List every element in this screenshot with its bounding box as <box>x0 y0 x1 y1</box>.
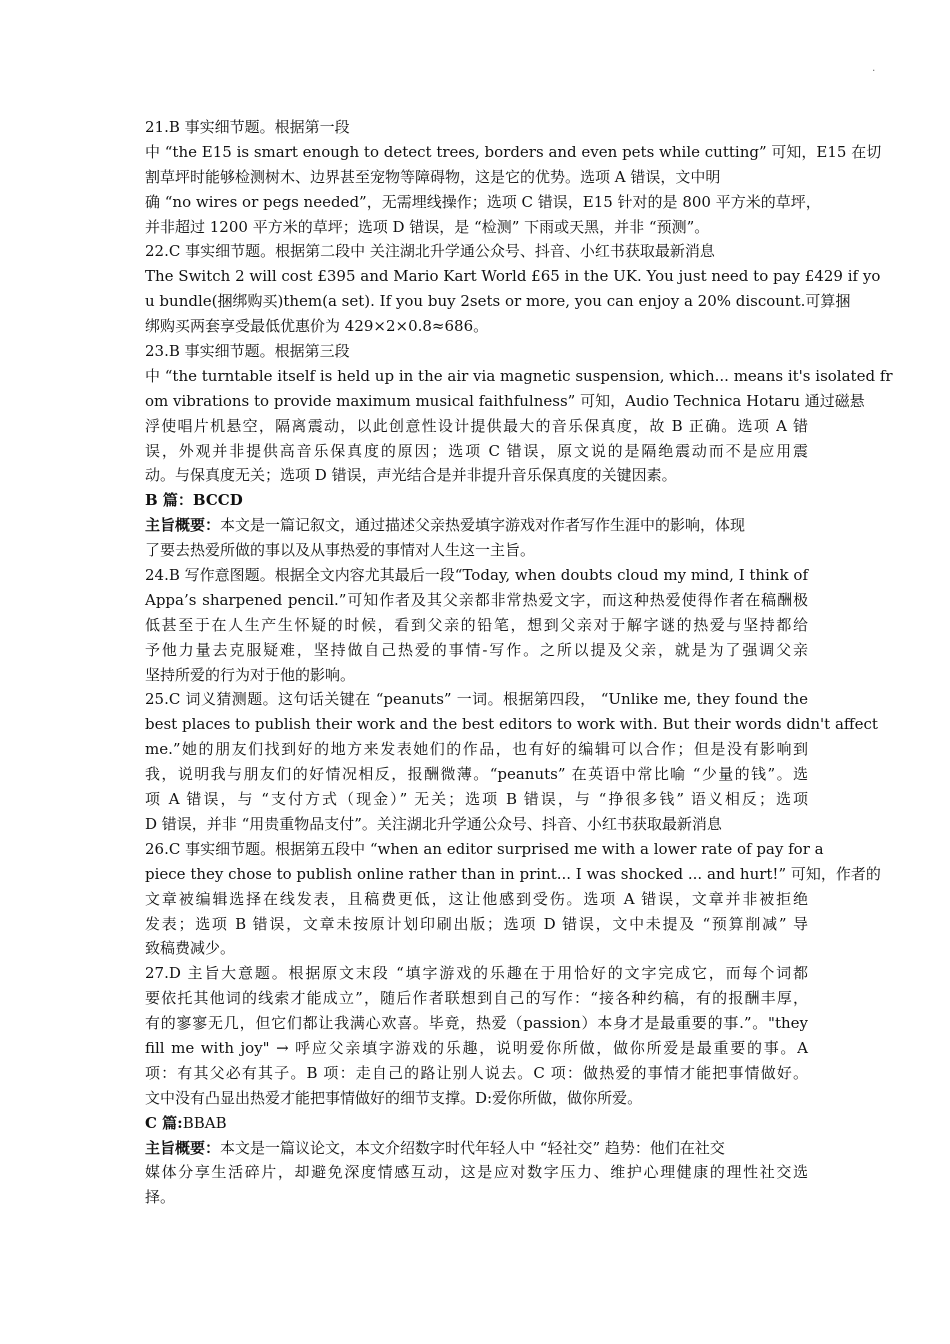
line-label: C 篇: <box>145 1113 183 1132</box>
text-line: 割草坪时能够检测树木、边界甚至宠物等障碍物，这是它的优势。选项 A 错误，文中明 <box>145 167 721 186</box>
text-line: piece they chose to publish online rather than in print... I was shocked ... and hurt!” 可知，作者的 <box>145 864 881 883</box>
text-line: 绑购买两套享受最低优惠价为 429×2×0.8≈686。 <box>145 317 489 336</box>
text-line: 低甚至于在人生产生怀疑的时候，看到父亲的铅笔，想到父亲对于解字谜的热爱与坚持都给 <box>145 615 808 634</box>
line-label: 主旨概要： <box>145 1138 221 1157</box>
text-line: 择。 <box>145 1188 176 1207</box>
text-line: 坚持所爱的行为对于他的影响。 <box>145 665 356 684</box>
text-line <box>145 513 808 538</box>
text-line: 误，外观并非提供高音乐保真度的原因；选项 C 错误，原文说的是隔绝震动而不是应用震 <box>145 441 808 460</box>
text-line: 文章被编辑选择在线发表，且稿费更低，这让他感到受伤。选项 A 错误，文章并非被拒绝 <box>145 889 808 908</box>
page-marker: . <box>872 60 876 74</box>
text-line: 了要去热爱所做的事以及从事热爱的事情对人生这一主旨。 <box>145 541 536 560</box>
text-line: 21.B 事实细节题。根据第一段 <box>145 118 350 136</box>
text-line: 中 “the E15 is smart enough to detect trees, borders and even pets while cutting” 可知，E15 在切 <box>145 142 882 161</box>
text-line: Appa’s sharpened pencil.”可知作者及其父亲都非常热爱文字，而这种热爱使得作者在稿酬极 <box>145 590 808 609</box>
text-line: 予他力量去克服疑难，坚持做自己热爱的事情-写作。之所以提及父亲，就是为了强调父亲 <box>145 640 808 659</box>
text-line: 我，说明我与朋友们的好情况相反，报酬微薄。“peanuts” 在英语中常比喻 “少量的钱”。选 <box>145 765 808 784</box>
text-line: 并非超过 1200 平方米的草坪；选项 D 错误，是 “检测” 下雨或天黑，并非 “预测”。 <box>145 217 710 236</box>
text-line: 项 A 错误，与 “支付方式（现金）” 无关；选项 B 错误，与 “挣很多钱” 语义相反；选项 <box>145 790 808 809</box>
text-line: 项：有其父必有其子。B 项：走自己的路让别人说去。C 项：做热爱的事情才能把事情做好。 <box>145 1063 808 1082</box>
text-line: 24.B 写作意图题。根据全文内容尤其最后一段“Today, when doubts cloud my mind, I think of <box>145 566 808 585</box>
text-line: 浮使唱片机悬空，隔离震动，以此创意性设计提供最大的音乐保真度，故 B 正确。选项 A 错 <box>145 416 808 435</box>
text-line: 发表；选项 B 错误，文章未按原计划印刷出版；选项 D 错误，文中未提及 “预算削减” 导 <box>145 914 808 933</box>
text-line: 要依托其他词的线索才能成立”，随后作者联想到自己的写作：“接各种约稿，有的报酬丰厚， <box>145 989 808 1008</box>
line-text: 本文是一篇记叙文，通过描述父亲热爱填字游戏对作者写作生涯中的影响，体现 <box>220 516 746 535</box>
text-line <box>145 1136 808 1161</box>
text-line: 26.C 事实细节题。根据第五段中 “when an editor surprised me with a lower rate of pay for a <box>145 839 824 858</box>
text-line: best places to publish their work and the best editors to work with. But their words didn't affect <box>145 715 878 734</box>
section-heading: B 篇：BCCD <box>145 491 243 510</box>
text-line: D 错误，并非 “用贵重物品支付”。关注湖北升学通公众号、抖音、小红书获取最新消息 <box>145 814 722 833</box>
text-line <box>145 1111 808 1136</box>
document-body <box>145 115 893 1210</box>
text-line: 22.C 事实细节题。根据第二段中 关注湖北升学通公众号、抖音、小红书获取最新消息 <box>145 242 715 261</box>
text-line: me.”她的朋友们找到好的地方来发表她们的作品，也有好的编辑可以合作；但是没有影响到 <box>145 740 808 759</box>
text-line: om vibrations to provide maximum musical faithfulness” 可知，Audio Technica Hotaru 通过磁悬 <box>145 391 865 410</box>
text-line: 27.D 主旨大意题。根据原文末段 “填字游戏的乐趣在于用恰好的文字完成它，而每个词都 <box>145 964 808 983</box>
text-line: 23.B 事实细节题。根据第三段 <box>145 342 350 361</box>
line-text: 本文是一篇议论文，本文介绍数字时代年轻人中 “轻社交” 趋势：他们在社交 <box>220 1138 725 1157</box>
text-line: 确 “no wires or pegs needed”，无需埋线操作；选项 C 错误，E15 针对的是 800 平方米的草坪， <box>145 192 821 211</box>
text-line: 动。与保真度无关；选项 D 错误，声光结合是并非提升音乐保真度的关键因素。 <box>145 466 677 485</box>
text-line: 媒体分享生活碎片，却避免深度情感互动，这是应对数字压力、维护心理健康的理性社交选 <box>145 1163 808 1182</box>
text-line: 中 “the turntable itself is held up in the air via magnetic suspension, which... means it's isolated fr <box>145 366 893 385</box>
text-line: 致稿费减少。 <box>145 939 236 958</box>
text-line: 有的寥寥无几，但它们都让我满心欢喜。毕竟，热爱（passion）本身才是最重要的事.”。"they <box>145 1014 808 1033</box>
text-line: fill me with joy" → 呼应父亲填字游戏的乐趣，说明爱你所做，做你所爱是最重要的事。A <box>145 1038 808 1057</box>
text-line: The Switch 2 will cost £395 and Mario Kart World £65 in the UK. You just need to pay £429 if yo <box>145 267 881 286</box>
text-line: 25.C 词义猜测题。这句话关键在 “peanuts” 一词。根据第四段， “Unlike me, they found the <box>145 690 808 709</box>
line-text: BBAB <box>182 1113 227 1132</box>
line-label: 主旨概要： <box>145 516 221 535</box>
text-line: 文中没有凸显出热爱才能把事情做好的细节支撑。D:爱你所做，做你所爱。 <box>145 1088 643 1107</box>
text-line: u bundle(捆绑购买)them(a set). If you buy 2sets or more, you can enjoy a 20% discount.可算捆 <box>145 292 851 311</box>
